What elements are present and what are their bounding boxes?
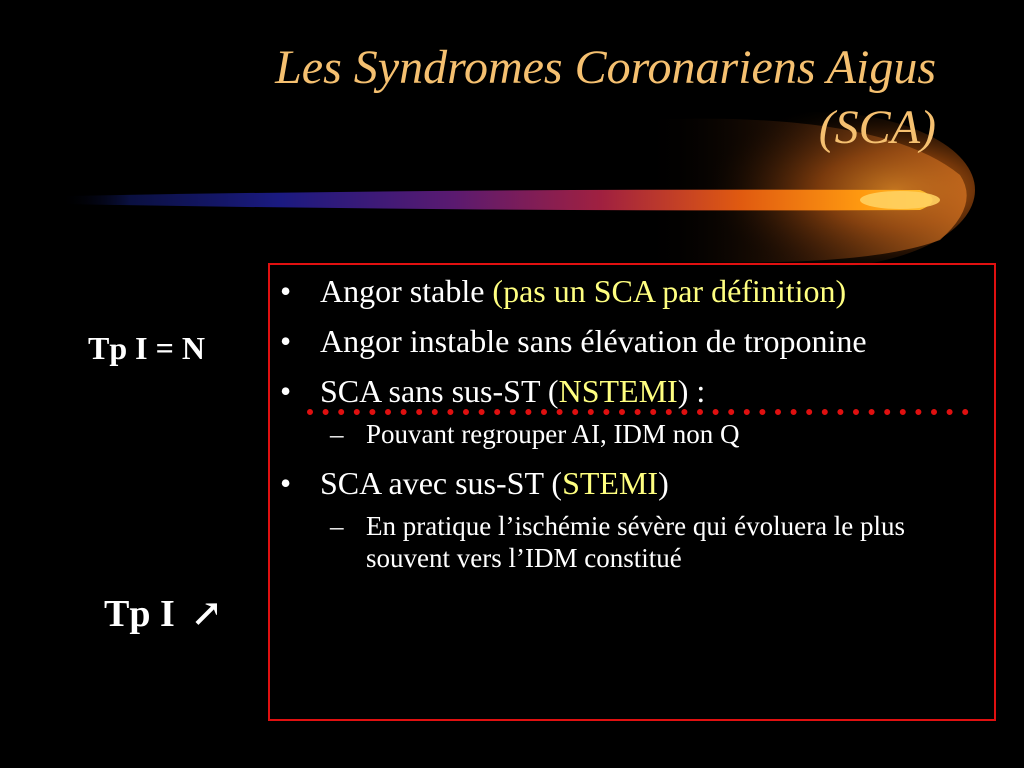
troponin-normal-note: Tp I = N — [88, 330, 205, 366]
sub-bullet-stemi: – En pratique l’ischémie sévère qui évoluera le plus souvent vers l’IDM constitué — [280, 510, 985, 574]
bullet-text: SCA sans sus-ST ( — [320, 373, 559, 409]
bullet-unstable-angina: • Angor instable sans élévation de troponine — [280, 322, 985, 360]
bullet-stable-angina — [280, 272, 985, 310]
bullet-text-end: ) : — [677, 373, 706, 409]
title-line-1: Les Syndromes Coronariens Aigus — [275, 41, 936, 94]
bullet-text: SCA avec sus-ST ( — [320, 465, 563, 501]
bullet-nstemi — [280, 372, 985, 410]
bullet-stemi — [280, 464, 985, 502]
title-line-2: (SCA) — [818, 101, 936, 154]
bullet-highlight: NSTEMI — [558, 373, 678, 409]
troponin-elevated-note — [104, 590, 223, 636]
slide-title — [76, 38, 936, 158]
sub-bullet-nstemi: – Pouvant regrouper AI, IDM non Q — [280, 418, 985, 450]
troponin-elevated-label: Tp I — [104, 593, 175, 635]
bullet-text-end: ) — [658, 465, 669, 501]
bullet-list — [280, 272, 985, 588]
bullet-highlight: (pas un SCA par définition) — [492, 273, 847, 309]
arrow-up-right-icon: ↗ — [190, 593, 223, 635]
bullet-highlight: STEMI — [562, 465, 659, 501]
bullet-text: Angor stable — [320, 273, 493, 309]
